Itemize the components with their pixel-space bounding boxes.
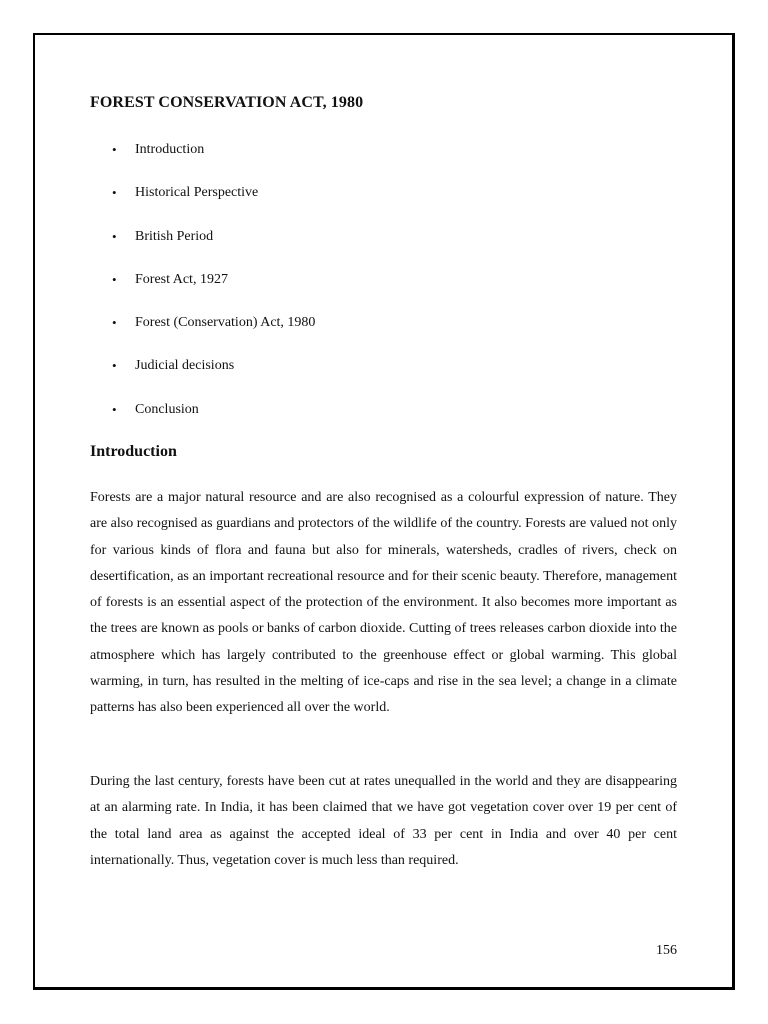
list-item-label: Judicial decisions <box>135 358 235 374</box>
section-heading: Introduction <box>90 443 177 460</box>
list-item <box>112 183 315 226</box>
page-number: 156 <box>656 943 677 958</box>
bullet-icon: • <box>112 315 117 331</box>
list-item-label: Forest Act, 1927 <box>135 271 228 287</box>
list-item <box>112 313 315 356</box>
bullet-icon: • <box>112 142 117 157</box>
list-item <box>112 270 315 313</box>
bullet-icon: • <box>112 401 117 417</box>
list-item-label: Historical Perspective <box>135 185 259 201</box>
list-item-label: British Period <box>135 228 214 244</box>
list-item-label: Conclusion <box>135 401 199 417</box>
list-item <box>112 227 315 270</box>
list-item <box>112 140 315 183</box>
list-item <box>112 400 315 443</box>
body-paragraph: During the last century, forests have been cut at rates unequalled in the world and they are disappearing at an alarming rate. In India, it has been claimed that we have got vegetation cover over 19 per cent of the total land area as against the accepted ideal of 33 per cent in India and over 40 per cent internationally. Thus, vegetation cover is much less than required. <box>90 774 677 868</box>
bullet-icon: • <box>112 185 117 201</box>
bullet-icon: • <box>112 228 117 244</box>
document-title: FOREST CONSERVATION ACT, 1980 <box>90 94 364 111</box>
bullet-icon: • <box>112 271 117 287</box>
body-paragraph: Forests are a major natural resource and are also recognised as a colourful expression of nature. They are also recognised as guardians and protectors of the wildlife of the country. Forests are valued not only for various kinds of flora and fauna but also for minerals, watersheds, cradles of rivers, check on desertification, as an important recreational resource and for their scenic beauty. Therefore, management of forests is an essential aspect of the protection of the environment. It also becomes more important as the trees are known as pools or banks of carbon dioxide. Cutting of trees releases carbon dioxide into the atmosphere which has largely contributed to the greenhouse effect or global warming. This global warming, in turn, has resulted in the melting of ice-caps and rise in the sea level; a change in a climate patterns has also been experienced all over the world. <box>90 490 677 716</box>
list-item <box>112 356 315 399</box>
list-item-label: Forest (Conservation) Act, 1980 <box>135 315 316 331</box>
list-item-label: Introduction <box>135 142 205 157</box>
contents-list <box>112 140 315 443</box>
bullet-icon: • <box>112 358 117 374</box>
